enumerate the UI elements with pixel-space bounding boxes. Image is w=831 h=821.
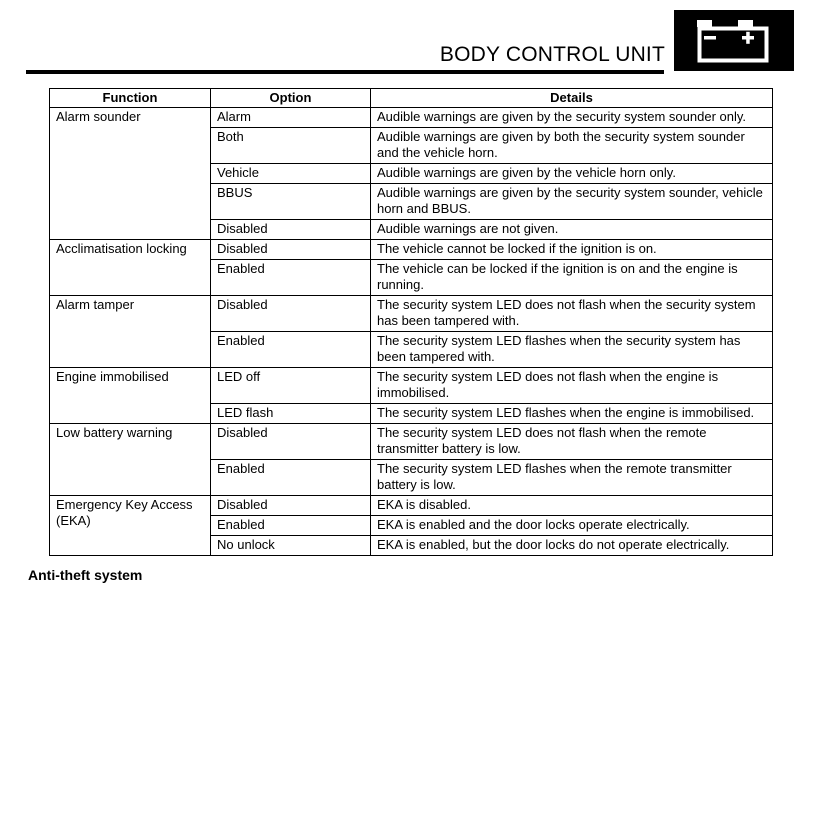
column-header-option: Option (211, 89, 371, 108)
details-cell: EKA is enabled and the door locks operate electrically. (371, 516, 773, 536)
option-cell: LED off (211, 368, 371, 404)
option-cell: BBUS (211, 184, 371, 220)
details-cell: The vehicle can be locked if the ignition is on and the engine is running. (371, 260, 773, 296)
function-cell: Acclimatisation locking (50, 240, 211, 296)
option-cell: Enabled (211, 332, 371, 368)
option-cell: Disabled (211, 424, 371, 460)
battery-icon (674, 10, 794, 71)
option-cell: No unlock (211, 536, 371, 556)
details-cell: The security system LED flashes when the engine is immobilised. (371, 404, 773, 424)
page-title: BODY CONTROL UNIT (439, 43, 665, 66)
details-cell: EKA is enabled, but the door locks do not operate electrically. (371, 536, 773, 556)
bcu-configuration-table (49, 88, 773, 556)
function-cell: Emergency Key Access (EKA) (50, 496, 211, 556)
next-section-heading: Anti-theft system (28, 567, 143, 583)
details-cell: The security system LED flashes when the remote transmitter battery is low. (371, 460, 773, 496)
column-header-details: Details (371, 89, 773, 108)
option-cell: Disabled (211, 496, 371, 516)
option-cell: Alarm (211, 108, 371, 128)
header-divider (26, 70, 664, 74)
details-cell: The vehicle cannot be locked if the ignition is on. (371, 240, 773, 260)
function-cell: Engine immobilised (50, 368, 211, 424)
details-cell: EKA is disabled. (371, 496, 773, 516)
option-cell: Enabled (211, 260, 371, 296)
table-row (50, 296, 773, 332)
details-cell: The security system LED flashes when the security system has been tampered with. (371, 332, 773, 368)
table-row (50, 496, 773, 516)
details-cell: Audible warnings are given by the vehicle horn only. (371, 164, 773, 184)
details-cell: Audible warnings are not given. (371, 220, 773, 240)
function-cell: Low battery warning (50, 424, 211, 496)
details-cell: The security system LED does not flash when the security system has been tampered with. (371, 296, 773, 332)
option-cell: Enabled (211, 460, 371, 496)
details-cell: Audible warnings are given by the security system sounder only. (371, 108, 773, 128)
details-cell: The security system LED does not flash when the engine is immobilised. (371, 368, 773, 404)
option-cell: Disabled (211, 220, 371, 240)
details-cell: The security system LED does not flash when the remote transmitter battery is low. (371, 424, 773, 460)
table-row (50, 108, 773, 128)
option-cell: Disabled (211, 296, 371, 332)
option-cell: Both (211, 128, 371, 164)
details-cell: Audible warnings are given by the security system sounder, vehicle horn and BBUS. (371, 184, 773, 220)
option-cell: Enabled (211, 516, 371, 536)
table-body (50, 108, 773, 556)
table-row (50, 240, 773, 260)
table-row (50, 368, 773, 404)
function-cell: Alarm tamper (50, 296, 211, 368)
table-row (50, 424, 773, 460)
table-header-row (50, 89, 773, 108)
function-cell: Alarm sounder (50, 108, 211, 240)
column-header-function: Function (50, 89, 211, 108)
details-cell: Audible warnings are given by both the security system sounder and the vehicle horn. (371, 128, 773, 164)
option-cell: Disabled (211, 240, 371, 260)
option-cell: LED flash (211, 404, 371, 424)
option-cell: Vehicle (211, 164, 371, 184)
section-badge (674, 10, 794, 71)
